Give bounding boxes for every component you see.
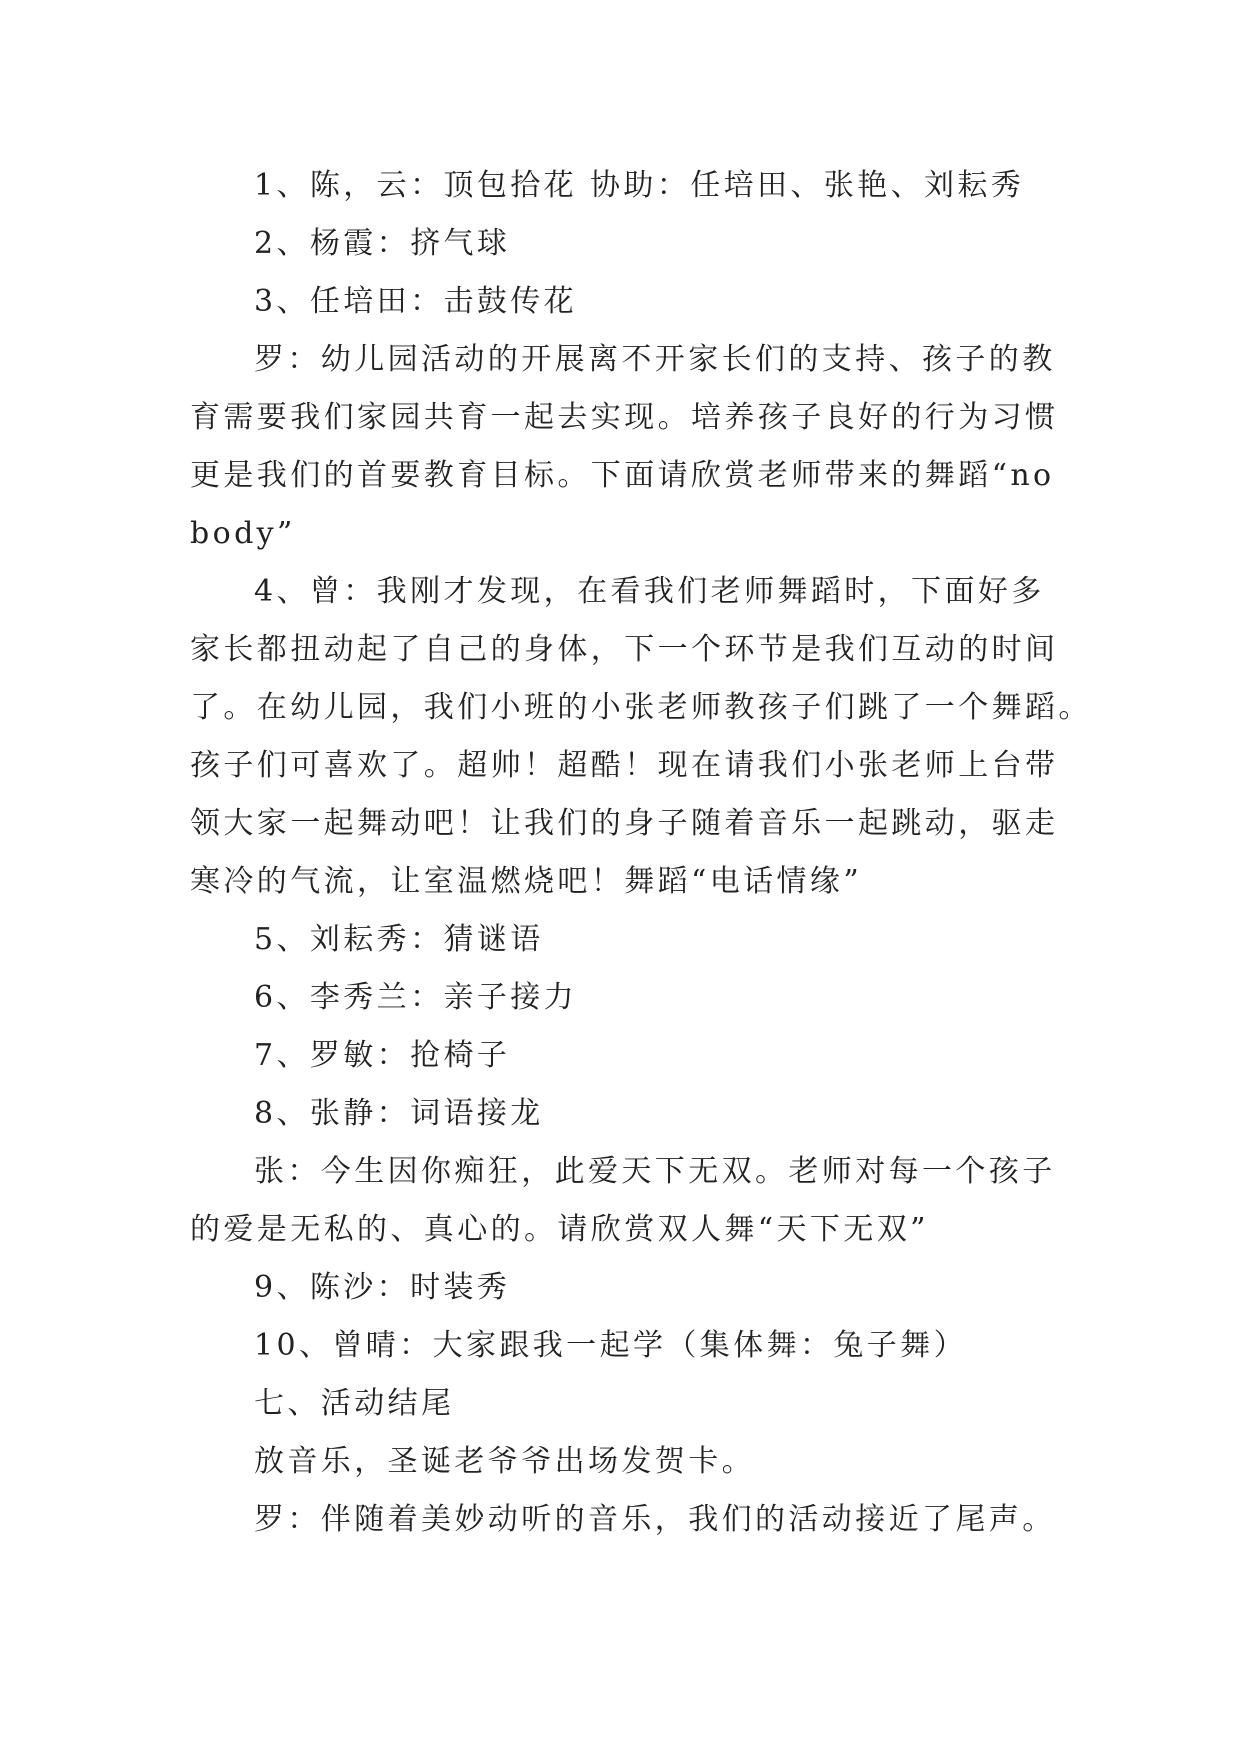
program-item-4-line-1: 4、曾：我刚才发现，在看我们老师舞蹈时，下面好多: [254, 574, 1045, 609]
section-heading-closing: 七、活动结尾: [254, 1386, 455, 1421]
program-item-4-line-2: 家长都扭动起了自己的身体，下一个环节是我们互动的时间: [190, 632, 1059, 667]
program-item-6: 6、李秀兰：亲子接力: [254, 980, 578, 1015]
program-item-5: 5、刘耘秀：猜谜语: [254, 922, 544, 957]
program-item-2: 2、杨霞：挤气球: [254, 226, 511, 261]
program-item-9: 9、陈沙：时装秀: [254, 1270, 511, 1305]
host-speech-zhang-line-2: 的爱是无私的、真心的。请欣赏双人舞“天下无双”: [190, 1212, 929, 1247]
host-speech-zhang-line-1: 张：今生因你痴狂，此爱天下无双。老师对每一个孩子: [254, 1154, 1056, 1189]
host-speech-luo-line-1: 罗：幼儿园活动的开展离不开家长们的支持、孩子的教: [254, 342, 1056, 377]
program-item-4-line-6: 寒冷的气流，让室温燃烧吧！舞蹈“电话情缘”: [190, 864, 863, 899]
program-item-7: 7、罗敏：抢椅子: [254, 1038, 511, 1073]
program-item-10: 10、曾晴：大家跟我一起学（集体舞：兔子舞）: [254, 1328, 967, 1363]
program-item-8: 8、张静：词语接龙: [254, 1096, 544, 1131]
host-speech-luo-line-2: 育需要我们家园共育一起去实现。培养孩子良好的行为习惯: [190, 400, 1059, 435]
program-item-4-line-3: 了。在幼儿园，我们小班的小张老师教孩子们跳了一个舞蹈。: [190, 690, 1092, 725]
program-item-1: 1、陈，云：顶包拾花 协助：任培田、张艳、刘耘秀: [254, 168, 1025, 203]
host-speech-luo-closing: 罗：伴随着美妙动听的音乐，我们的活动接近了尾声。: [254, 1502, 1056, 1537]
program-item-4-line-4: 孩子们可喜欢了。超帅！超酷！现在请我们小张老师上台带: [190, 748, 1059, 783]
host-speech-luo-line-4: body”: [190, 516, 296, 551]
program-item-3: 3、任培田：击鼓传花: [254, 284, 578, 319]
document-body: [190, 157, 1092, 1549]
closing-instruction: 放音乐，圣诞老爷爷出场发贺卡。: [254, 1444, 755, 1479]
program-item-4-line-5: 领大家一起舞动吧！让我们的身子随着音乐一起跳动，驱走: [190, 806, 1059, 841]
host-speech-luo-line-3: 更是我们的首要教育目标。下面请欣赏老师带来的舞蹈“no: [190, 458, 1055, 493]
